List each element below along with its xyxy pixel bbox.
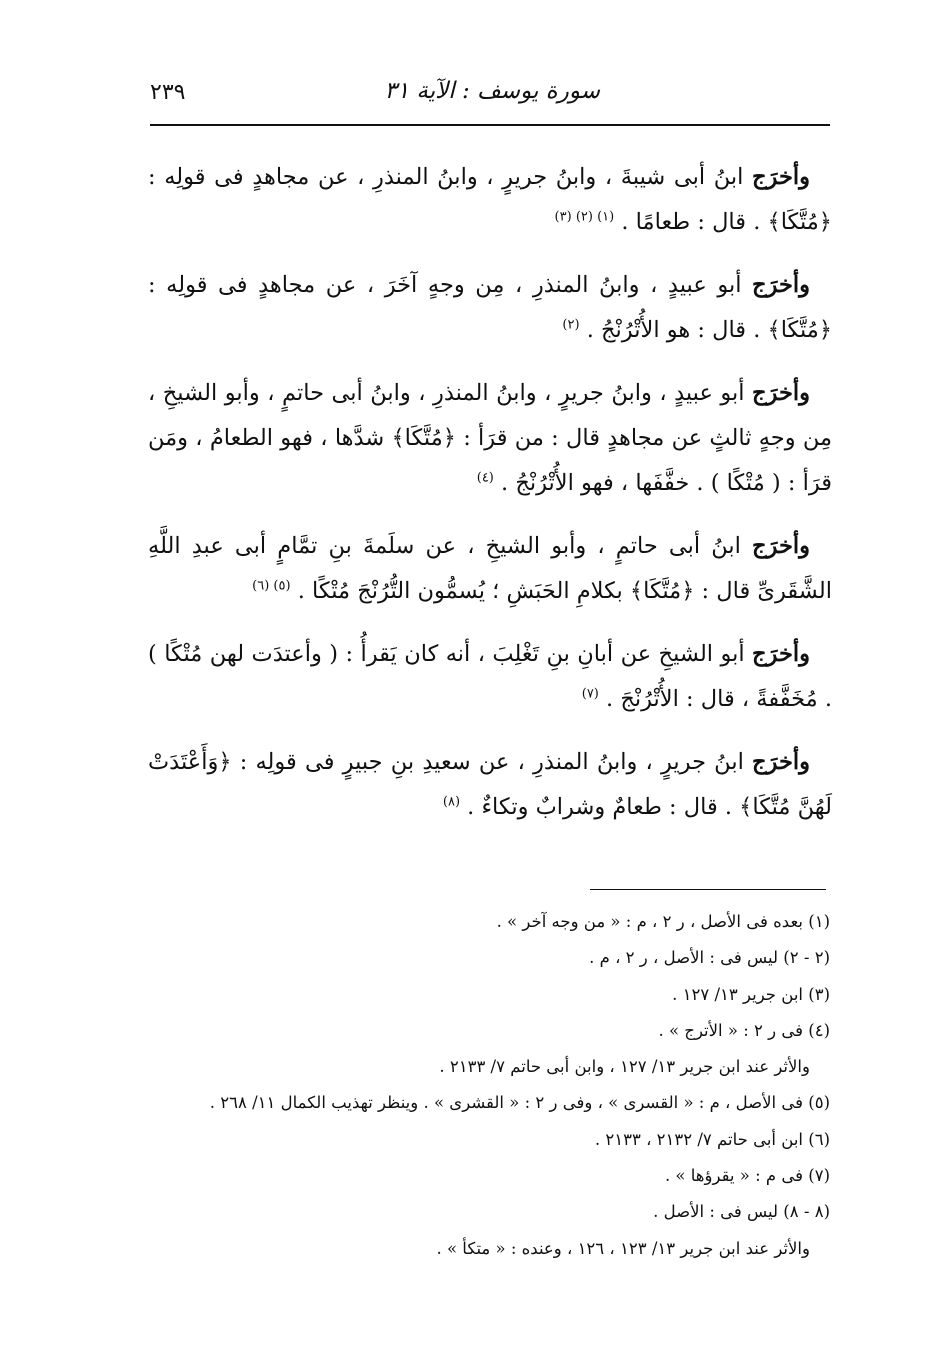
header-title: سورة يوسف : الآية ٣١ [384,78,600,104]
header-rule [150,124,830,126]
paragraph-text: أبو عبيدٍ ، وابنُ المنذرِ ، مِن وجهٍ آخَرَ ، عن مجاهدٍ فى قولِه : ﴿مُتَّكَا﴾ . قال : هو الأُتْرُنْجُ . [148,272,832,343]
paragraph [148,524,832,614]
main-text [148,155,832,848]
paragraph [148,155,832,245]
paragraph-text: ابنُ أبى شيبةَ ، وابنُ جريرٍ ، وابنُ المنذرِ ، عن مجاهدٍ فى قولِه : ﴿مُتَّكَا﴾ . قال : طعامًا . [148,164,832,235]
paragraph-lead: وأخرَج [752,641,810,667]
footnote-markers: (١) (٢) (٣) [554,209,615,225]
footnote-markers: (٢) [562,317,580,333]
footnote: (٨ - ٨) ليس فى : الأصل . [653,1202,830,1222]
paragraph-text: ابنُ أبى حاتمٍ ، وأبو الشيخِ ، عن سلَمةَ بنِ تمَّامٍ أبى عبدِ اللَّهِ الشَّقَرىِّ قال : ﴿مُتَّكَا﴾ بكلامِ الحَبَشِ ؛ يُسمُّون التُّرُنْجَ مُتْكًا . [148,533,832,604]
footnote-rule [590,889,826,890]
paragraph-text: ابنُ جريرٍ ، وابنُ المنذرِ ، عن سعيدِ بنِ جبيرٍ فى قولِه : ﴿وَأَعْتَدَتْ لَهُنَّ مُتَّكَا﴾ . قال : طعامٌ وشرابٌ وتكاءٌ . [148,749,832,820]
paragraph-text: أبو عبيدٍ ، وابنُ جريرٍ ، وابنُ المنذرِ ، وابنُ أبى حاتمٍ ، وأبو الشيخِ ، مِن وجهٍ ثالثٍ عن مجاهدٍ قال : من قرَأ : ﴿مُتَّكَا﴾ شدَّها ، فهو الطعامُ ، ومَن قرَأ : ( مُتْكًا ) . خفَّفَها ، فهو الأُتْرُنْجُ . [148,380,832,496]
footnote: (١) بعده فى الأصل ، ر ٢ ، م : « من وجه آخر » . [496,912,830,931]
page-number: ٢٣٩ [150,80,186,105]
footnote-markers: (٤) [476,470,494,486]
footnote: (٣) ابن جرير ١٣/ ١٢٧ . [672,984,830,1004]
footnote-markers: (٧) [581,686,599,702]
footnote-markers: (٨) [442,794,461,810]
footnotes [150,904,830,1267]
paragraph [148,263,832,353]
footnote-markers: (٥) (٦) [252,578,291,594]
paragraph-lead: وأخرَج [752,164,810,190]
running-header [150,78,830,118]
paragraph-text: أبو الشيخِ عن أبانِ بنِ تَغْلِبَ ، أنه كان يَقرأُ : ( وأعتدَت لهن مُتْكًا ) . مُخَفَّفةً ، قال : الأُتْرُنْجَ . [148,641,832,712]
paragraph-lead: وأخرَج [752,533,810,559]
footnote: (٢ - ٢) ليس فى : الأصل ، ر ٢ ، م . [589,948,830,968]
paragraph [148,371,832,506]
paragraph-lead: وأخرَج [752,272,810,298]
footnote: (٥) فى الأصل ، م : « القسرى » ، وفى ر ٢ : « القشرى » . وينظر تهذيب الكمال ١١/ ٢٦٨ . [209,1093,830,1113]
footnote-continuation: والأثر عند ابن جرير ١٣/ ١٢٧ ، وابن أبى حاتم ٧/ ٢١٣٣ . [439,1057,810,1077]
footnote: (٧) فى م : « يقرؤها » . [664,1166,830,1186]
paragraph-lead: وأخرَج [752,749,810,775]
paragraph-lead: وأخرَج [752,380,810,406]
footnote: (٤) فى ر ٢ : « الأترج » . [658,1020,830,1040]
footnote-continuation: والأثر عند ابن جرير ١٣/ ١٢٣ ، ١٢٦ ، وعنده : « متكأ » . [436,1238,810,1258]
paragraph [148,632,832,722]
paragraph [148,740,832,830]
footnote: (٦) ابن أبى حاتم ٧/ ٢١٣٢ ، ٢١٣٣ . [594,1129,830,1149]
